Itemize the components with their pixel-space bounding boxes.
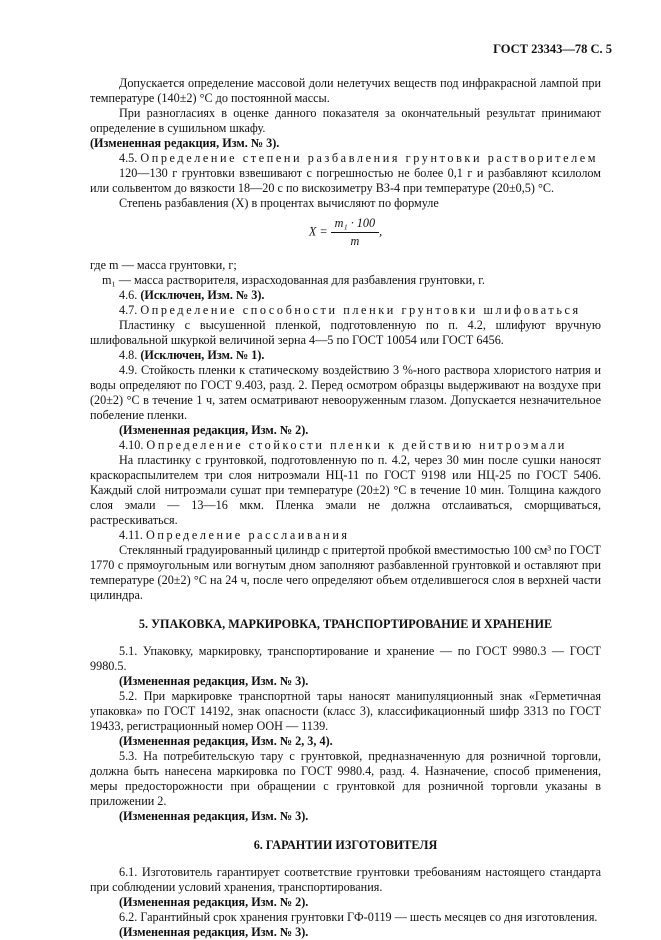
paragraph: 4.9. Стойкость пленки к статическому воздействию 3 %-ного раствора хлористого натрия и воды определяют по ГОСТ 9.403, разд. 2. Перед осмотром образцы выдерживают на воздухе при (20±2) °С в течение 1 ч, затем осматривают невооруженным глазом. Допускается незначительное побеление пленки.	[90, 363, 601, 422]
formula-numerator: m₁ · 100	[331, 216, 379, 233]
clause-heading: 4.5. Определение степени разбавления грунтовки растворителем	[119, 151, 599, 165]
paragraph: Пластинку с высушенной пленкой, подготовленную по п. 4.2, шлифуют вручную шлифовальной шкуркой величиной зерна 4—5 по ГОСТ 10054 или ГОСТ 6456.	[90, 318, 601, 347]
amendment-note: (Измененная редакция, Изм. № 2).	[119, 423, 309, 437]
paragraph: 5.1. Упаковку, маркировку, транспортирование и хранение — по ГОСТ 9980.3 — ГОСТ 9980.5.	[90, 644, 601, 673]
paragraph: 5.3. На потребительскую тару с грунтовкой, предназначенную для розничной торговли, должна быть нанесена маркировка по ГОСТ 9980.4, разд. 4. Назначение, способ применения, меры предосторожности при обращении с грунтовкой для розничной торговли указаны в приложении 2.	[90, 749, 601, 808]
clause-heading: 4.7. Определение способности пленки грунтовки шлифоваться	[119, 303, 581, 317]
amendment-note: (Измененная редакция, Изм. № 3).	[119, 809, 309, 823]
page-content	[90, 76, 601, 940]
page-header: ГОСТ 23343—78 С. 5	[493, 42, 612, 56]
legend-line: m₁ — масса растворителя, израсходованная для разбавления грунтовки, г.	[102, 273, 485, 287]
amendment-note: (Измененная редакция, Изм. № 3).	[119, 925, 309, 939]
formula-fraction	[331, 216, 379, 249]
clause-heading: 4.10. Определение стойкости пленки к действию нитроэмали	[119, 438, 567, 452]
paragraph: 6.2. Гарантийный срок хранения грунтовки ГФ-0119 — шесть месяцев со дня изготовления.	[119, 910, 598, 924]
clause-line: 4.8. (Исключен, Изм. № 1).	[119, 348, 265, 362]
paragraph: Степень разбавления (X) в процентах вычисляют по формуле	[119, 196, 439, 210]
clause-line: 4.6. (Исключен, Изм. № 3).	[119, 288, 265, 302]
paragraph: 6.1. Изготовитель гарантирует соответствие грунтовки требованиям настоящего стандарта при соблюдении условий хранения, транспортирования.	[90, 865, 601, 894]
clause-heading: 4.11. Определение расслаивания	[119, 528, 350, 542]
amendment-note: (Измененная редакция, Изм. № 2, 3, 4).	[119, 734, 333, 748]
amendment-note: (Измененная редакция, Изм. № 3).	[119, 674, 309, 688]
section-heading-5: 5. УПАКОВКА, МАРКИРОВКА, ТРАНСПОРТИРОВАНИЕ И ХРАНЕНИЕ	[138, 617, 553, 631]
section-heading-6: 6. ГАРАНТИИ ИЗГОТОВИТЕЛЯ	[253, 838, 438, 852]
paragraph: На пластинку с грунтовкой, подготовленную по п. 4.2, через 30 мин после сушки наносят краскораспылителем три слоя нитроэмали НЦ-11 по ГОСТ 9198 или НЦ-25 по ГОСТ 5406. Каждый слой нитроэмали сушат при температуре (20±2) °С в течение 10 мин. Толщина каждого слоя эмали — 13—16 мкм. Пленка эмали не должна отслаиваться, сморщиваться, растрескиваться.	[90, 453, 601, 527]
paragraph: При разногласиях в оценке данного показателя за окончательный результат принимают определение в сушильном шкафу.	[90, 106, 601, 135]
legend-line: где m — масса грунтовки, г;	[90, 258, 237, 272]
amendment-note: (Измененная редакция, Изм. № 2).	[119, 895, 309, 909]
formula-denominator: m	[350, 234, 360, 248]
formula: X = $\frac{\text{m₁ · 100}}{m}$ ,	[308, 216, 383, 248]
paragraph: Стеклянный градуированный цилиндр с притертой пробкой вместимостью 100 см³ по ГОСТ 1770 с прямоугольным или вогнутым дном заполняют разбавленной грунтовкой и оставляют при температуре (20±2) °С на 24 ч, после чего определяют объем отделившегося слоя в верхней части цилиндра.	[90, 543, 601, 602]
paragraph: 120—130 г грунтовки взвешивают с погрешностью не более 0,1 г и разбавляют ксилолом или сольвентом до вязкости 18—20 с по вискозиметру ВЗ-4 при температуре (20±0,5) °С.	[90, 166, 601, 195]
paragraph: 5.2. При маркировке транспортной тары наносят манипуляционный знак «Герметичная упаковка» по ГОСТ 14192, знак опасности (класс 3), классификационный шифр 3313 по ГОСТ 19433, регистрационный номер ООН — 1139.	[90, 689, 601, 733]
amendment-note: (Измененная редакция, Изм. № 3).	[90, 136, 280, 150]
paragraph: Допускается определение массовой доли нелетучих веществ под инфракрасной лампой при температуре (140±2) °С до постоянной массы.	[90, 76, 601, 105]
